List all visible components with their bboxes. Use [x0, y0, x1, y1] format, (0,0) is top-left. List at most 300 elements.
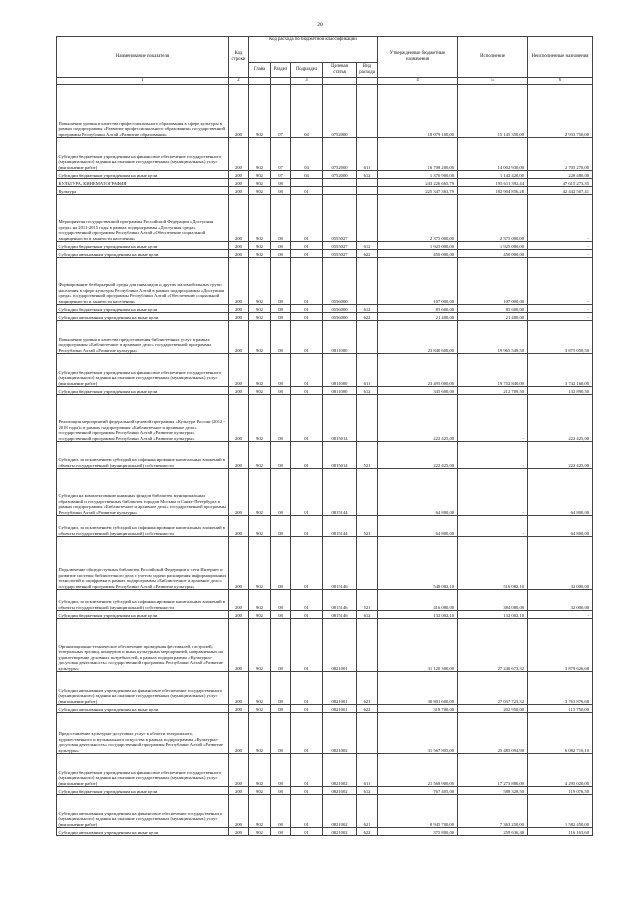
row-target: 0556000 — [323, 305, 357, 313]
table-row — [57, 828, 593, 836]
row-approved: 767 405,00 — [378, 787, 458, 795]
row-section: 07 — [271, 85, 291, 138]
row-chapter: 902 — [249, 321, 271, 354]
row-target: 0752000 — [323, 138, 357, 171]
row-target: 0555027 — [323, 195, 357, 242]
row-target: 0811000 — [323, 321, 357, 354]
row-unexecuted: 2 933 750,00 — [528, 85, 593, 138]
row-subsection: 04 — [291, 171, 323, 179]
row-section: 08 — [271, 250, 291, 258]
row-name: Организационно-техническое обеспечение проведения фестивалей, гастролей, театральных зрелищ, концертов и иных культурных мероприятий, направленных на удовлетворение духовных потребностей, в рамках подпрограммы «Культурно-досуговая деятельность» государственной программы Республики Алтай «Развитие культуры» — [57, 619, 229, 672]
row-type: 521 — [357, 590, 378, 611]
row-name: Реализация мероприятий федеральной целевой программы «Культура России (2012 - 2018 годы)» в рамках подпрограммы «Библиотечное и архивное дело» государственной программы Республики Алтай «Развитие культуры» государственной программы Республики Алтай «Развитие культуры» — [57, 395, 229, 442]
header-executed: Исполнение — [458, 37, 528, 78]
row-name: Субсидии бюджетным учреждениям на финансовое обеспечение государственного (муниципального) задания на оказание государственных (муниципальных) услуг (выполнение работ) — [57, 354, 229, 387]
header-subsection: Подраздел — [291, 63, 323, 78]
row-type: 612 — [357, 787, 378, 795]
row-section: 08 — [271, 828, 291, 836]
row-name: Субсидии автономным учреждениям на иные цели — [57, 828, 229, 836]
col-index: 2 — [229, 78, 249, 85]
table-row — [57, 313, 593, 321]
row-unexecuted: 3 763 876,68 — [528, 672, 593, 705]
row-approved: 30 801 600,00 — [378, 672, 458, 705]
row-executed: 107 000,00 — [458, 258, 528, 305]
row-chapter: 902 — [249, 469, 271, 516]
row-line-code: 200 — [229, 258, 249, 305]
row-approved: 31 120 300,00 — [378, 619, 458, 672]
row-name: Субсидии бюджетным учреждениям на иные цели — [57, 611, 229, 619]
row-unexecuted: 119 076,50 — [528, 787, 593, 795]
row-unexecuted: 3 875 050,50 — [528, 321, 593, 354]
row-unexecuted: 1 582 450,00 — [528, 795, 593, 828]
row-approved: 107 000,00 — [378, 258, 458, 305]
row-chapter: 902 — [249, 705, 271, 713]
table-row — [57, 305, 593, 313]
row-line-code: 200 — [229, 672, 249, 705]
row-section: 08 — [271, 442, 291, 469]
row-type — [357, 85, 378, 138]
row-line-code: 200 — [229, 787, 249, 795]
col-index: 4 — [378, 78, 458, 85]
row-approved: 222 425,00 — [378, 395, 458, 442]
row-chapter: 902 — [249, 672, 271, 705]
row-type — [357, 395, 378, 442]
row-subsection: 01 — [291, 537, 323, 590]
row-approved: 375 800,00 — [378, 828, 458, 836]
row-target: 0815146 — [323, 611, 357, 619]
row-executed: 14 002 930,00 — [458, 138, 528, 171]
row-type: 611 — [357, 354, 378, 387]
row-subsection: 01 — [291, 754, 323, 787]
row-approved: 64 800,00 — [378, 469, 458, 516]
row-executed: 7 363 250,00 — [458, 795, 528, 828]
col-index — [357, 78, 378, 85]
row-executed: 202 950,00 — [458, 705, 528, 713]
row-approved: 416 080,00 — [378, 590, 458, 611]
row-line-code: 200 — [229, 179, 249, 187]
row-section: 08 — [271, 590, 291, 611]
row-name: Предоставление культурно-досуговых услуг в области театрального, художественного и музыкального искусства в рамках подпрограммы «Культурно-досуговая деятельность» государственной программы Республики Алтай «Развитие культуры» — [57, 713, 229, 754]
row-approved: 2 375 000,00 — [378, 195, 458, 242]
row-approved: 1 370 900,00 — [378, 171, 458, 179]
row-unexecuted: 42 442 507,41 — [528, 187, 593, 195]
row-line-code: 200 — [229, 469, 249, 516]
row-unexecuted: - — [528, 313, 593, 321]
row-target: 0821001 — [323, 672, 357, 705]
row-section: 08 — [271, 469, 291, 516]
row-executed: 384 080,00 — [458, 590, 528, 611]
table-row — [57, 187, 593, 195]
row-type: 622 — [357, 828, 378, 836]
row-line-code: 200 — [229, 611, 249, 619]
table-row — [57, 85, 593, 138]
row-executed: 1 925 000,00 — [458, 242, 528, 250]
table-row — [57, 469, 593, 516]
row-unexecuted: 115 750,00 — [528, 705, 593, 713]
row-approved: 18 079 100,00 — [378, 85, 458, 138]
table-row — [57, 242, 593, 250]
row-unexecuted: 32 000,00 — [528, 590, 593, 611]
row-section: 08 — [271, 619, 291, 672]
row-executed: 25 485 094,90 — [458, 713, 528, 754]
row-type: 521 — [357, 442, 378, 469]
row-approved: 132 002,10 — [378, 611, 458, 619]
row-line-code: 200 — [229, 395, 249, 442]
row-subsection — [291, 179, 323, 187]
row-executed: 15 145 350,00 — [458, 85, 528, 138]
table-row — [57, 590, 593, 611]
row-chapter: 902 — [249, 313, 271, 321]
row-line-code: 200 — [229, 313, 249, 321]
row-executed: 195 611 392,44 — [458, 179, 528, 187]
row-name: Субсидии бюджетным учреждениям на иные цели — [57, 242, 229, 250]
row-section: 08 — [271, 754, 291, 787]
row-type — [357, 187, 378, 195]
row-executed: 19 752 840,00 — [458, 354, 528, 387]
row-approved: 23 495 000,00 — [378, 354, 458, 387]
row-section: 08 — [271, 179, 291, 187]
col-index — [249, 78, 271, 85]
row-name: Субсидии автономным учреждениям на иные цели — [57, 250, 229, 258]
row-subsection: 01 — [291, 611, 323, 619]
row-line-code: 200 — [229, 85, 249, 138]
row-section: 08 — [271, 516, 291, 537]
row-name: Субсидии бюджетным учреждениям на иные цели — [57, 171, 229, 179]
header-approved: Утвержденные бюджетные назначения — [378, 37, 458, 78]
row-line-code: 200 — [229, 195, 249, 242]
row-subsection: 01 — [291, 387, 323, 395]
row-name: Субсидии на комплектование книжных фондов библиотек муниципальных образований и государственных библиотек городов Москвы и Санкт-Петербурга в рамках подпрограммы «Библиотечное и архивное дело» государственной программы Республики Алтай «Развитие культуры» — [57, 469, 229, 516]
row-executed: 450 000,00 — [458, 250, 528, 258]
row-line-code: 200 — [229, 138, 249, 171]
row-chapter: 902 — [249, 611, 271, 619]
row-target: 0815146 — [323, 590, 357, 611]
row-chapter: 902 — [249, 395, 271, 442]
table-row — [57, 795, 593, 828]
row-executed: 85 600,00 — [458, 305, 528, 313]
row-unexecuted: 132 890,50 — [528, 387, 593, 395]
row-section: 07 — [271, 171, 291, 179]
row-unexecuted: 228 480,00 — [528, 171, 593, 179]
table-row — [57, 537, 593, 590]
table-row — [57, 705, 593, 713]
row-name: Мероприятия государственной программы Российской Федерации «Доступная среда» на 2011-2015 годы в рамках подпрограммы «Доступная среда» государственной программы Республики Алтай «Обеспечение социальной защищенности и занятости населения» — [57, 195, 229, 242]
row-target: 0556000 — [323, 313, 357, 321]
row-section: 08 — [271, 195, 291, 242]
table-row — [57, 516, 593, 537]
row-subsection: 01 — [291, 242, 323, 250]
row-chapter: 902 — [249, 242, 271, 250]
row-executed: 212 709,50 — [458, 387, 528, 395]
row-executed: - — [458, 469, 528, 516]
row-line-code: 200 — [229, 828, 249, 836]
row-line-code: 200 — [229, 713, 249, 754]
header-line-code: Код строки — [229, 37, 249, 78]
row-type — [357, 179, 378, 187]
row-subsection: 01 — [291, 250, 323, 258]
row-type: 611 — [357, 754, 378, 787]
row-target — [323, 179, 357, 187]
header-name: Наименование показателя — [57, 37, 229, 78]
row-subsection: 01 — [291, 195, 323, 242]
row-unexecuted: - — [528, 258, 593, 305]
table-row — [57, 387, 593, 395]
row-name: Субсидии бюджетным учреждениям на иные цели — [57, 787, 229, 795]
row-line-code: 200 — [229, 321, 249, 354]
col-index: 5 — [458, 78, 528, 85]
row-chapter: 902 — [249, 354, 271, 387]
row-chapter: 902 — [249, 171, 271, 179]
row-section: 08 — [271, 305, 291, 313]
row-type: 521 — [357, 516, 378, 537]
header-chapter: Глава — [249, 63, 271, 78]
row-line-code: 200 — [229, 516, 249, 537]
row-approved: 243 226 665,79 — [378, 179, 458, 187]
table-row — [57, 138, 593, 171]
header-target: Целевая статья — [323, 63, 357, 78]
row-subsection: 01 — [291, 313, 323, 321]
row-type: 611 — [357, 138, 378, 171]
table-row — [57, 179, 593, 187]
row-type — [357, 469, 378, 516]
row-target: 0821002 — [323, 828, 357, 836]
table-row — [57, 619, 593, 672]
row-type: 621 — [357, 672, 378, 705]
row-chapter: 902 — [249, 195, 271, 242]
row-unexecuted: 64 800,00 — [528, 469, 593, 516]
row-line-code: 200 — [229, 305, 249, 313]
row-section: 08 — [271, 787, 291, 795]
row-executed: 1 142 420,00 — [458, 171, 528, 179]
row-line-code: 200 — [229, 754, 249, 787]
row-type — [357, 321, 378, 354]
row-unexecuted: - — [528, 611, 593, 619]
row-target: 0555027 — [323, 250, 357, 258]
row-unexecuted: 64 800,00 — [528, 516, 593, 537]
header-budget-code: Код расхода по бюджетной классификации — [249, 37, 378, 63]
row-section: 08 — [271, 313, 291, 321]
row-type — [357, 195, 378, 242]
row-unexecuted: 47 615 273,35 — [528, 179, 593, 187]
row-subsection: 01 — [291, 516, 323, 537]
row-name: Формирование безбарьерной среды для инвалидов и других маломобильных групп населения в сфере культуры Республики Алтай в рамках подпрограммы «Доступная среда» государственной программы Республики Алтай «Обеспечение социальной защищенности и занятости населения» — [57, 258, 229, 305]
table-row — [57, 713, 593, 754]
row-chapter: 902 — [249, 537, 271, 590]
row-type: 621 — [357, 795, 378, 828]
row-approved: 31 567 805,00 — [378, 713, 458, 754]
row-target: 0752000 — [323, 171, 357, 179]
row-line-code: 200 — [229, 442, 249, 469]
row-chapter: 902 — [249, 713, 271, 754]
table-row — [57, 250, 593, 258]
col-index — [323, 78, 357, 85]
row-unexecuted: 3 879 626,68 — [528, 619, 593, 672]
row-chapter: 902 — [249, 787, 271, 795]
row-approved: 64 800,00 — [378, 516, 458, 537]
row-executed: 132 002,10 — [458, 611, 528, 619]
row-approved: 85 600,00 — [378, 305, 458, 313]
row-executed: - — [458, 442, 528, 469]
table-row — [57, 611, 593, 619]
table-row — [57, 754, 593, 787]
row-chapter: 902 — [249, 187, 271, 195]
col-index: 6 — [528, 78, 593, 85]
table-row — [57, 395, 593, 442]
row-section: 08 — [271, 672, 291, 705]
col-index: 1 — [57, 78, 229, 85]
row-section: 08 — [271, 354, 291, 387]
row-subsection: 01 — [291, 590, 323, 611]
row-unexecuted: - — [528, 250, 593, 258]
row-target: 0811000 — [323, 354, 357, 387]
row-name: Субсидии бюджетным учреждениям на иные цели — [57, 387, 229, 395]
row-approved: 21 400,00 — [378, 313, 458, 321]
row-unexecuted: - — [528, 242, 593, 250]
row-chapter: 902 — [249, 754, 271, 787]
row-section: 08 — [271, 537, 291, 590]
row-unexecuted: 116 163,60 — [528, 828, 593, 836]
row-line-code: 200 — [229, 590, 249, 611]
row-name: Субсидии бюджетным учреждениям на финансовое обеспечение государственного (муниципального) задания на оказание государственных (муниципальных) услуг (выполнение работ) — [57, 138, 229, 171]
row-name: КУЛЬТУРА, КИНЕМАТОГРАФИЯ — [57, 179, 229, 187]
row-executed: - — [458, 395, 528, 442]
row-executed: 19 965 549,50 — [458, 321, 528, 354]
row-executed: 21 400,00 — [458, 313, 528, 321]
row-line-code: 200 — [229, 619, 249, 672]
row-executed: 17 273 880,00 — [458, 754, 528, 787]
row-unexecuted: 6 082 710,10 — [528, 713, 593, 754]
table-row — [57, 787, 593, 795]
row-executed: 27 037 723,32 — [458, 672, 528, 705]
row-approved: 222 425,00 — [378, 442, 458, 469]
row-executed: 2 375 000,00 — [458, 195, 528, 242]
row-target: 0555027 — [323, 242, 357, 250]
row-approved: 450 000,00 — [378, 250, 458, 258]
budget-execution-table — [56, 36, 593, 836]
col-index — [271, 78, 291, 85]
row-section: 08 — [271, 705, 291, 713]
table-row — [57, 672, 593, 705]
row-section: 08 — [271, 258, 291, 305]
row-subsection: 01 — [291, 258, 323, 305]
row-approved: 318 700,00 — [378, 705, 458, 713]
row-name: Субсидии автономным учреждениям на финансовое обеспечение государственного (муниципального) задания на оказание государственных (муниципальных) услуг (выполнение работ) — [57, 795, 229, 828]
row-executed: 588 328,50 — [458, 787, 528, 795]
row-approved: 23 840 600,00 — [378, 321, 458, 354]
row-chapter: 902 — [249, 250, 271, 258]
row-unexecuted: 32 000,00 — [528, 537, 593, 590]
row-subsection: 04 — [291, 85, 323, 138]
row-subsection: 04 — [291, 138, 323, 171]
row-type: 612 — [357, 171, 378, 179]
row-name: Субсидии автономным учреждениям на финансовое обеспечение государственного (муниципального) задания на оказание государственных (муниципальных) услуг (выполнение работ) — [57, 672, 229, 705]
row-chapter: 902 — [249, 179, 271, 187]
row-type: 612 — [357, 611, 378, 619]
header-section: Раздел — [271, 63, 291, 78]
row-line-code: 200 — [229, 795, 249, 828]
row-line-code: 200 — [229, 242, 249, 250]
row-chapter: 902 — [249, 619, 271, 672]
table-body — [57, 85, 593, 836]
row-line-code: 200 — [229, 537, 249, 590]
table-row — [57, 321, 593, 354]
row-unexecuted: 4 295 020,00 — [528, 754, 593, 787]
row-type: 612 — [357, 305, 378, 313]
table-row — [57, 258, 593, 305]
row-subsection: 01 — [291, 795, 323, 828]
row-name: Субсидии автономным учреждениям на иные цели — [57, 705, 229, 713]
row-section: 08 — [271, 713, 291, 754]
row-approved: 21 568 900,00 — [378, 754, 458, 787]
row-executed: 516 082,10 — [458, 537, 528, 590]
row-unexecuted: 3 742 160,00 — [528, 354, 593, 387]
row-unexecuted: - — [528, 195, 593, 242]
row-subsection: 01 — [291, 354, 323, 387]
row-approved: 225 347 363,79 — [378, 187, 458, 195]
row-target: 0821001 — [323, 619, 357, 672]
row-section: 08 — [271, 187, 291, 195]
row-name: Субсидии бюджетным учреждениям на финансовое обеспечение государственного (муниципального) задания на оказание государственных (муниципальных) услуг (выполнение работ) — [57, 754, 229, 787]
row-name: Повышение уровня и качества предоставления библиотечных услуг в рамках подпрограммы «Библиотечное и архивное дело» государственной программы Республики Алтай «Развитие культуры» — [57, 321, 229, 354]
row-chapter: 902 — [249, 442, 271, 469]
row-chapter: 902 — [249, 258, 271, 305]
row-section: 07 — [271, 138, 291, 171]
row-type — [357, 619, 378, 672]
row-type — [357, 537, 378, 590]
row-type: 622 — [357, 313, 378, 321]
row-chapter: 902 — [249, 387, 271, 395]
row-target: 0811000 — [323, 387, 357, 395]
col-index: 3 — [291, 78, 323, 85]
row-subsection: 01 — [291, 469, 323, 516]
row-subsection: 01 — [291, 321, 323, 354]
row-subsection: 01 — [291, 395, 323, 442]
row-target: 0556000 — [323, 258, 357, 305]
row-line-code: 200 — [229, 250, 249, 258]
row-approved: 345 600,00 — [378, 387, 458, 395]
row-type: 612 — [357, 242, 378, 250]
row-unexecuted: 222 425,00 — [528, 442, 593, 469]
row-unexecuted: 2 705 270,00 — [528, 138, 593, 171]
row-chapter: 902 — [249, 795, 271, 828]
row-target: 0815014 — [323, 395, 357, 442]
header-unexecuted: Неисполненные назначения — [528, 37, 593, 78]
row-executed: 27 240 673,32 — [458, 619, 528, 672]
row-section: 08 — [271, 321, 291, 354]
row-target: 0821001 — [323, 705, 357, 713]
table-header-row — [57, 37, 593, 63]
table-row — [57, 195, 593, 242]
table-row — [57, 442, 593, 469]
table-row — [57, 171, 593, 179]
row-target: 0815144 — [323, 469, 357, 516]
row-approved: 1 925 000,00 — [378, 242, 458, 250]
page-number: 20 — [317, 22, 323, 28]
row-target: 0821002 — [323, 787, 357, 795]
row-executed: 182 904 856,28 — [458, 187, 528, 195]
row-unexecuted: 222 425,00 — [528, 395, 593, 442]
row-section: 08 — [271, 795, 291, 828]
row-subsection: 01 — [291, 672, 323, 705]
row-chapter: 902 — [249, 590, 271, 611]
column-index-row — [57, 78, 593, 85]
row-subsection: 01 — [291, 619, 323, 672]
row-type: 612 — [357, 387, 378, 395]
row-approved: 548 082,10 — [378, 537, 458, 590]
row-target: 0821002 — [323, 795, 357, 828]
row-executed: - — [458, 516, 528, 537]
row-type — [357, 258, 378, 305]
